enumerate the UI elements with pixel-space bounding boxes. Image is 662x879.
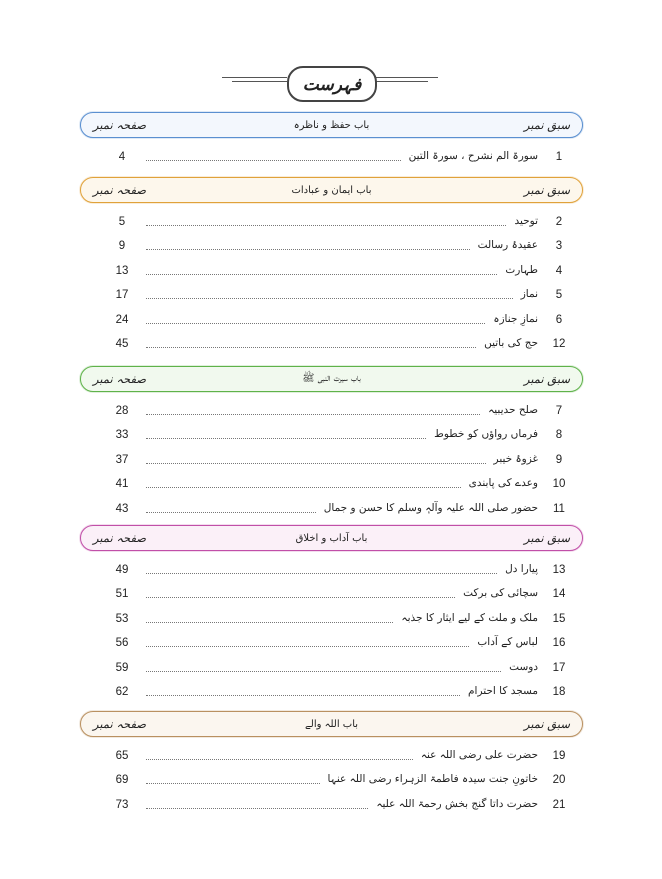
dot-leader [146,487,461,488]
entry-lesson-number: 1 [555,151,563,163]
toc-title-banner [0,64,662,104]
entry-lesson-number: 8 [555,429,563,442]
entry-lesson-number: 9 [555,453,563,466]
lesson-number-heading: سبق نمبر [523,717,570,731]
entry-page-number: 69 [115,774,129,787]
entry-page-number: 62 [115,686,129,698]
section-header [80,711,583,737]
entry-lesson-number: 17 [552,661,566,674]
entry-title: حضرت داتا گنج بخش رحمۃ اللہ علیہ [372,798,538,810]
entry-page-number: 65 [115,750,129,762]
page-title: فہرست [287,66,377,102]
dot-leader [146,463,486,464]
entry-page-number: 73 [115,798,129,811]
toc-entry[interactable] [108,683,578,703]
section-header [80,112,583,138]
lesson-number-heading: سبق نمبر [523,118,570,132]
dot-leader [146,671,501,672]
entry-lesson-number: 2 [555,216,563,228]
entry-lesson-number: 3 [555,240,563,253]
toc-entry[interactable] [108,610,578,630]
chapter-title: باب آداب و اخلاق [295,532,368,544]
entry-lesson-number: 16 [552,637,566,650]
entry-title: لباس کے آداب [473,636,538,648]
entry-title: دوست [505,661,538,673]
entry-lesson-number: 18 [552,686,566,698]
entry-lesson-number: 14 [552,588,566,601]
dot-leader [146,160,401,161]
section-header [80,366,583,392]
entry-page-number: 59 [115,661,129,674]
dot-leader [146,438,426,439]
entry-lesson-number: 19 [552,750,566,762]
toc-entry[interactable] [108,402,578,422]
entry-lesson-number: 12 [552,338,566,350]
entry-title: ملک و ملت کے لیے ایثار کا جذبہ [397,612,538,624]
entry-title: غزوۂ خیبر [490,453,538,465]
entry-title: حضور صلی اللہ علیہ وآلہٖ وسلم کا حسن و جمال [320,502,538,514]
entry-title: توحید [510,215,538,227]
entry-page-number: 43 [115,502,129,515]
dot-leader [146,573,497,574]
entry-title: فرماں رواؤں کو خطوط [430,428,538,440]
entry-page-number: 56 [115,637,129,650]
toc-entry[interactable] [108,659,578,679]
page-number-heading: صفحہ نمبر [93,531,147,545]
entry-title: سچائی کی برکت [459,587,538,599]
toc-entry[interactable] [108,585,578,605]
entry-lesson-number: 5 [555,289,563,302]
section-header [80,525,583,551]
toc-entry[interactable] [108,796,578,816]
entry-lesson-number: 21 [552,798,566,811]
chapter-title: باب حفظ و ناظرہ [293,119,370,131]
entry-title: مسجد کا احترام [464,685,538,697]
toc-entry[interactable] [108,262,578,282]
entry-page-number: 4 [118,151,126,163]
entry-title: صلح حدیبیہ [484,404,538,416]
entry-lesson-number: 11 [553,502,565,515]
dot-leader [146,323,485,324]
entry-title: حج کی باتیں [480,337,538,349]
toc-entry[interactable] [108,500,578,520]
dot-leader [146,249,470,250]
page-number-heading: صفحہ نمبر [93,183,147,197]
entry-lesson-number: 6 [555,313,563,326]
dot-leader [146,759,413,760]
chapter-title: باب ایمان و عبادات [291,184,372,196]
entry-title: سورۃ الم نشرح ، سورۃ التین [405,150,538,162]
entry-page-number: 5 [118,216,126,228]
toc-entry[interactable] [108,747,578,767]
entry-page-number: 28 [115,405,129,417]
toc-entry[interactable] [108,213,578,233]
entry-title: پیارا دل [501,563,538,575]
dot-leader [146,298,513,299]
dot-leader [146,414,480,415]
toc-entry[interactable] [108,451,578,471]
entry-page-number: 24 [115,313,129,326]
chapter-title: باب سیرت النبی ﷺ [302,373,361,384]
toc-entry[interactable] [108,237,578,257]
dot-leader [146,808,368,809]
toc-entry[interactable] [108,426,578,446]
entry-page-number: 51 [115,588,129,601]
entry-page-number: 9 [118,240,126,253]
entry-lesson-number: 10 [552,478,566,491]
toc-entry[interactable] [108,771,578,791]
entry-lesson-number: 20 [552,774,566,787]
chapter-title: باب اللہ والے [304,718,359,730]
toc-entry[interactable] [108,335,578,355]
toc-entry[interactable] [108,561,578,581]
dot-leader [146,646,469,647]
dot-leader [146,512,316,513]
entry-page-number: 33 [115,429,129,442]
dot-leader [146,597,455,598]
page-number-heading: صفحہ نمبر [93,717,147,731]
entry-lesson-number: 13 [552,564,566,576]
entry-page-number: 41 [115,478,129,491]
entry-lesson-number: 4 [555,264,563,277]
entry-lesson-number: 7 [555,405,563,417]
entry-title: خاتونِ جنت سیدہ فاطمۃ الزہراء رضی اللہ عنہا [324,773,539,785]
dot-leader [146,783,320,784]
toc-entry[interactable] [108,634,578,654]
dot-leader [146,225,506,226]
entry-page-number: 37 [115,453,129,466]
dot-leader [146,695,460,696]
lesson-number-heading: سبق نمبر [523,531,570,545]
entry-title: طہارت [501,264,538,276]
entry-title: وعدے کی پابندی [465,477,538,489]
entry-page-number: 13 [115,264,129,277]
page-number-heading: صفحہ نمبر [93,118,147,132]
title-rule-right [373,77,438,78]
entry-page-number: 53 [115,612,129,625]
title-rule-right-2 [373,81,428,82]
title-rule-left-2 [232,81,287,82]
dot-leader [146,274,497,275]
toc-entry[interactable] [108,475,578,495]
entry-page-number: 17 [115,289,129,302]
entry-title: عقیدۂ رسالت [474,239,538,251]
dot-leader [146,622,393,623]
toc-entry[interactable] [108,286,578,306]
entry-title: نماز [517,288,538,300]
dot-leader [146,347,476,348]
entry-lesson-number: 15 [552,612,566,625]
toc-entry[interactable] [108,148,578,168]
page-number-heading: صفحہ نمبر [93,372,147,386]
entry-title: حضرت علی رضی اللہ عنہ [417,749,538,761]
entry-page-number: 49 [115,564,129,576]
lesson-number-heading: سبق نمبر [523,372,570,386]
lesson-number-heading: سبق نمبر [523,183,570,197]
toc-entry[interactable] [108,311,578,331]
title-rule-left [222,77,287,78]
entry-title: نمازِ جنازہ [489,313,538,325]
section-header [80,177,583,203]
entry-page-number: 45 [115,338,129,350]
